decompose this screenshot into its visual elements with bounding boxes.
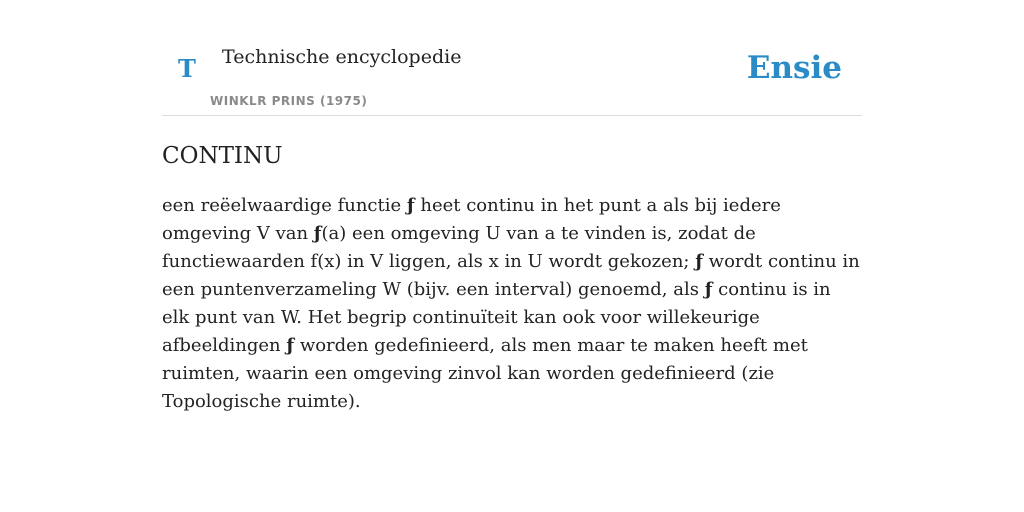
entry-body xyxy=(162,192,862,416)
function-symbol: ƒ xyxy=(704,279,713,300)
encyclopedia-logo-icon[interactable]: T xyxy=(178,54,196,83)
function-symbol: ƒ xyxy=(313,223,322,244)
function-symbol: ƒ xyxy=(406,195,415,216)
entry-body-segment: wordt continu in een puntenverzameling W (bijv. een interval) genoemd, als xyxy=(162,251,860,300)
entry-body-segment: een reëelwaardige functie xyxy=(162,195,407,216)
source-header xyxy=(162,0,862,116)
ensie-logo-link[interactable]: Ensie xyxy=(746,50,842,86)
entry-body-segment: worden gedefinieerd, als men maar te maken heeft met ruimten, waarin een omgeving zinvol kan worden gedefinieerd (zie Topologische ruimte). xyxy=(162,335,808,412)
book-subtitle: WINKLR PRINS (1975) xyxy=(210,94,368,108)
function-symbol: ƒ xyxy=(695,251,703,272)
entry-title: CONTINU xyxy=(162,143,283,169)
entry-body-segment: continu is in elk punt van W. Het begrip continuïteit kan ook voor willekeurige afbeeldingen xyxy=(162,279,831,356)
entry-body-segment: (a) een omgeving U van a te vinden is, zodat de functiewaarden f(x) in V liggen, als x in U wordt gekozen; xyxy=(162,223,756,272)
entry-body-segment: heet continu in het punt a als bij iedere omgeving V van xyxy=(162,195,781,244)
page-container xyxy=(162,0,862,416)
book-title[interactable]: Technische encyclopedie xyxy=(222,46,462,68)
function-symbol: ƒ xyxy=(286,335,295,356)
